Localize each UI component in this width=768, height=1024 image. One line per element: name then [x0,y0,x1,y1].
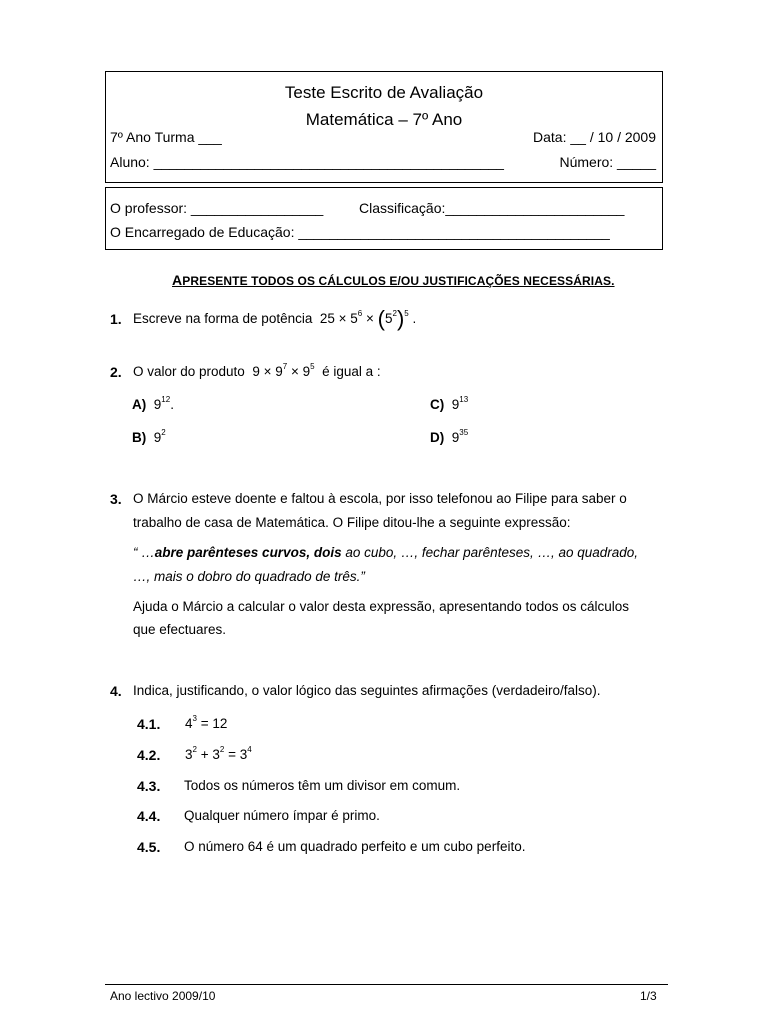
q3-quote-line-2: …, mais o dobro do quadrado de três.” [133,569,365,584]
number-field: Número: _____ [559,154,656,170]
q4-1-number: 4.1. [137,716,161,732]
q2-number: 2. [110,364,122,380]
q3-number: 3. [110,491,122,507]
classification-field: Classificação:_______________________ [359,200,625,216]
q4-5-number: 4.5. [137,839,161,855]
test-subtitle: Matemática – 7º Ano [305,110,463,129]
footer-school-year: Ano lectivo 2009/10 [110,989,216,1003]
q3-line-4: que efectuares. [133,622,227,637]
q3-line-2: trabalho de casa de Matemática. O Filipe ditou-lhe a seguinte expressão: [133,515,571,530]
test-title: Teste Escrito de Avaliação [284,83,484,102]
q4-4-number: 4.4. [137,808,161,824]
q2-text: O valor do produto $9 \times 9^7 \times 9^5$ é igual a : [133,362,381,379]
student-field: Aluno: _____________________________________________ [110,154,504,170]
q2-option-d[interactable]: D) $9^{35}$ [430,428,469,445]
q4-4-statement: Qualquer número ímpar é primo. [184,808,380,823]
q4-1-statement: $4^3 = 12$ [185,714,228,731]
q1-expression: $25 \times 5^6 \times (5^2)^5$ [319,306,409,331]
q4-text: Indica, justificando, o valor lógico das seguintes afirmações (verdadeiro/falso). [133,683,601,698]
q3-line-3: Ajuda o Márcio a calcular o valor desta expressão, apresentando todos os cálculos [133,599,630,614]
q4-number: 4. [110,683,122,699]
q1-number: 1. [110,311,122,327]
signatures-box [105,187,663,250]
q4-3-statement: Todos os números têm um divisor em comum. [184,778,461,793]
q3-line-1: O Márcio esteve doente e faltou à escola, por isso telefonou ao Filipe para saber o [133,491,627,506]
q2-expression: $9 \times 9^7 \times 9^5$ [252,362,315,379]
instruction: APRESENTE TODOS OS CÁLCULOS E/OU JUSTIFICAÇÕES NECESSÁRIAS. [172,272,615,288]
teacher-field: O professor: _________________ [110,200,324,216]
q4-2-number: 4.2. [137,747,161,763]
q2-option-a[interactable]: A) $9^{12}$. [132,395,174,412]
q4-3-number: 4.3. [137,778,161,794]
q3-quote-line-1: “ …abre parênteses curvos, dois ao cubo, …, fechar parênteses, …, ao quadrado, [133,545,639,560]
q4-2-statement: $3^2 + 3^2 = 3^4$ [185,745,252,762]
q2-option-b[interactable]: B) $9^2$ [132,428,166,445]
q2-option-c[interactable]: C) $9^{13}$ [430,395,469,412]
q4-5-statement: O número 64 é um quadrado perfeito e um cubo perfeito. [184,839,526,854]
year-class: 7º Ano Turma ___ [110,129,222,145]
footer-rule [105,984,668,985]
footer-page-number: 1/3 [640,989,657,1003]
header-box [105,71,663,183]
q1-text: Escreve na forma de potência $25 \times 5^6 \times (5^2)^5$ . [133,306,417,331]
date-field: Data: __ / 10 / 2009 [533,129,656,145]
guardian-field: O Encarregado de Educação: ________________________________________ [110,224,610,240]
